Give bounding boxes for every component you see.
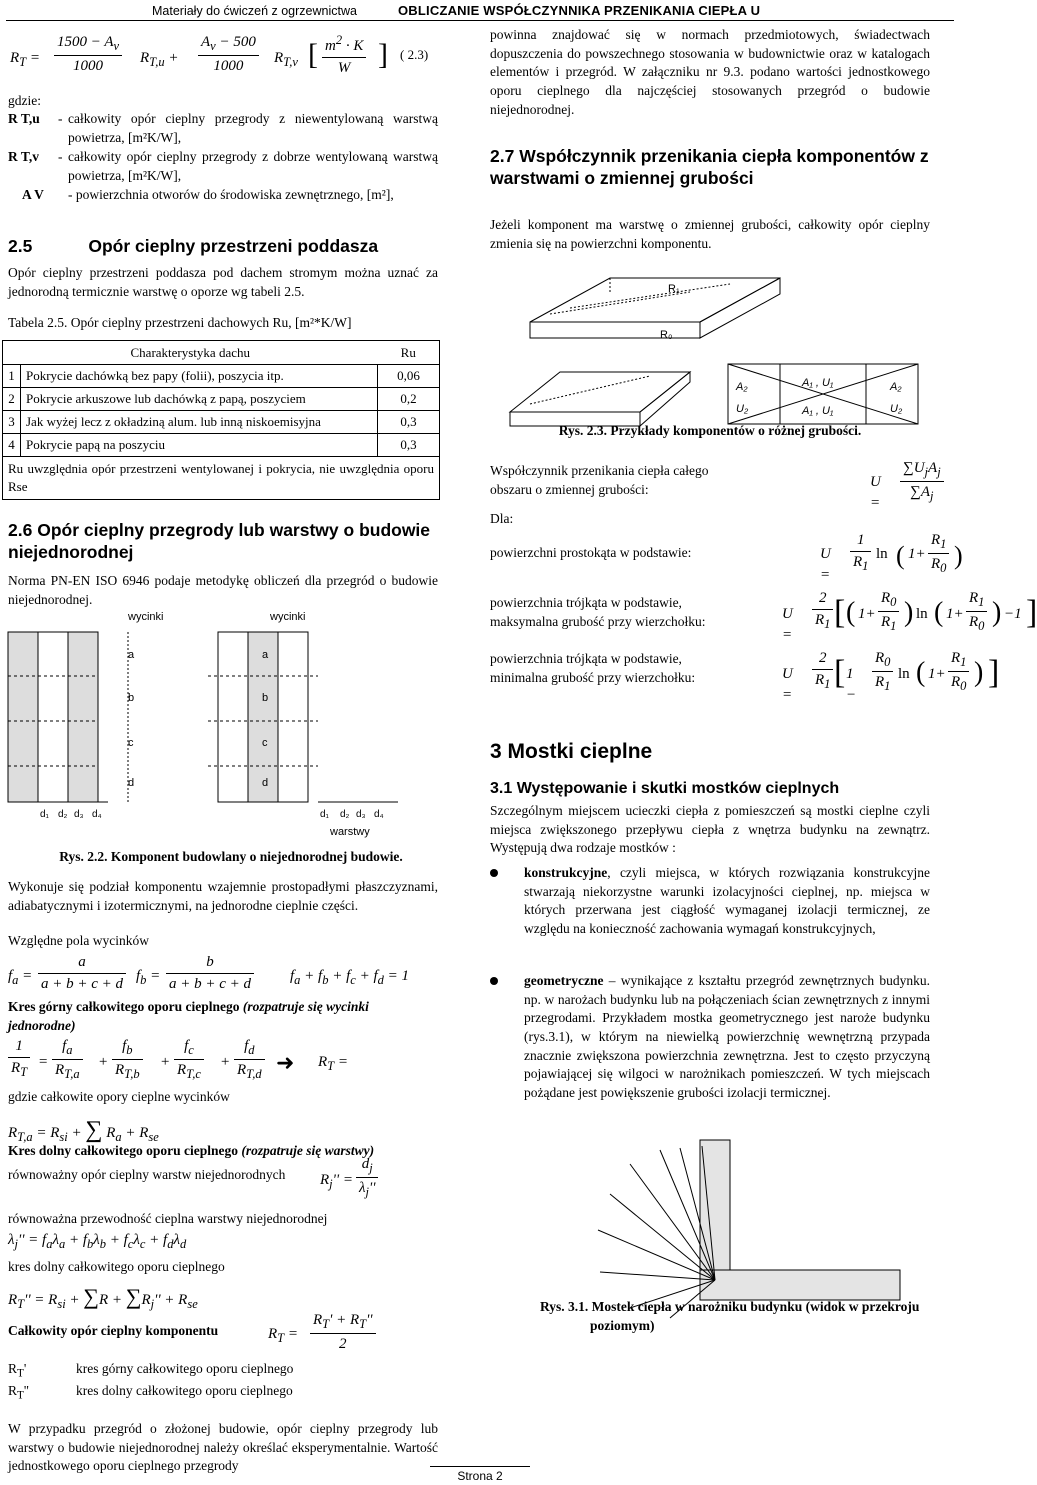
label-warstwy: warstwy — [330, 826, 370, 838]
svg-text:U₂: U₂ — [736, 403, 749, 415]
right-intro: powinna znajdować się w normach przedmiotowych, świadectwach dopuszczenia do powszechnego stosowania w budownictwie oraz w katalogach elementów i przegród. W załączniku nr 9.3. podano wartości jednostkowego oporu cieplnego dla najczęściej stosowanych przegród o budowie niejednorodnej. — [490, 27, 930, 117]
section-2-7-intro: Jeżeli komponent ma warstwę o zmiennej grubości, całkowity opór cieplny zmienia się na powierzchni komponentu. — [490, 217, 930, 251]
total-label: Całkowity opór cieplny komponentu — [8, 1323, 219, 1338]
label-wycinki: wycinki — [128, 611, 164, 623]
svg-text:d₃: d₃ — [74, 809, 84, 820]
equiv-lambda-label: równoważna przewodność cieplna warstwy niejednorodnej — [8, 1211, 328, 1226]
section-2-6-title: 2.6 Opór cieplny przegrody lub warstwy o budowie niejednorodnej — [8, 520, 431, 562]
svg-text:d₁: d₁ — [320, 809, 329, 820]
svg-text:d₂: d₂ — [340, 809, 350, 820]
definitions — [8, 110, 438, 208]
kres-dolny-label: kres dolny całkowitego oporu cieplnego — [8, 1259, 225, 1274]
svg-text:R₀: R₀ — [660, 329, 673, 341]
definition-text: - powierzchnia otworów do środowiska zewnętrznego, [m²], — [68, 187, 394, 202]
svg-text:d: d — [262, 777, 269, 789]
lower-bound-heading: Kres dolny całkowitego oporu cieplnego (rozpatruje się warstwy) — [8, 1143, 375, 1158]
section-3-1-intro: Szczególnym miejscem ucieczki ciepła z pomieszczeń są mostki cieplne czyli miejsca zwiększonego przepływu ciepła z wnętrza budynku na zewnątrz. Występują dwa rodzaje mostków : — [490, 803, 930, 856]
table-row: 4 Pokrycie papą na poszyciu 0,3 — [3, 433, 440, 456]
table-row: 3 Jak wyżej lecz z okładziną alum. lub inną niskoemisyjna 0,3 — [3, 410, 440, 433]
definition-text: całkowity opór cieplny przegrody z niewentylowaną warstwą powietrza, [m²K/W], — [68, 111, 438, 145]
bullet-konstrukcyjne: konstrukcyjne, czyli miejsca, w których rozwiązania konstrukcyjne stwarzają niekorzystne warunki izolacyjności cieplnej, np. miejsca w których przerwana jest ciągłość wymaganej izolacji termicznej, ze względu na konieczność zachowania wymagań konstrukcyjnych, — [490, 864, 930, 939]
bullet-icon — [490, 869, 498, 877]
table-header-char: Charakterystyka dachu — [3, 341, 378, 365]
bullet-icon — [490, 977, 498, 985]
tri-min-label: powierzchnia trójkąta w podstawie, minimalna grubość przy wierzchołku: — [490, 651, 696, 685]
svg-text:d₁: d₁ — [40, 809, 49, 820]
equation-number: ( 2.3) — [400, 47, 429, 62]
figure-3-1-caption: Rys. 3.1. Mostek ciepła w narożniku budynku (widok w przekroju poziomym) — [540, 1299, 920, 1333]
bottom-paragraph: W przypadku przegród o złożonej budowie, opór cieplny przegrody lub warstwy o budowie niejednorodnej należy określać eksperymentalnie. Wartość jednostkowego oporu cieplnego przegrody — [8, 1421, 438, 1474]
header-left: Materiały do ćwiczeń z ogrzewnictwa — [152, 4, 357, 18]
section-3-title: 3 Mostki cieplne — [490, 740, 653, 763]
rect-label: powierzchni prostokąta w podstawie: — [490, 545, 692, 560]
tri-max-label: powierzchnia trójkąta w podstawie, maksymalna grubość przy wierzchołku: — [490, 595, 706, 629]
definition-symbol: R T,v — [8, 149, 40, 164]
definition-rtv: R T,v - całkowity opór cieplny przegrody z dobrze wentylowaną warstwą powietrza, [m²K/W], — [8, 148, 438, 186]
equation-upper-bound: $\frac{1}{R_T}$ = $\frac{f_a}{R_{T,a}}$ + $\frac{f_b}{R_{T,b}}$ + $\frac{f_c}{R_{T,c}}$ + $\frac{f_d}{R_{T,d}}$ ➜ $R_T$ = — [8, 1036, 438, 1088]
definition-symbol: R T,u — [8, 111, 40, 126]
svg-text:A₁ , U₁: A₁ , U₁ — [802, 405, 834, 417]
equation-fractions: $f_a$ = $\frac{a}{a + b + c + d}$ $f_b$ = $\frac{b}{a + b + c + d}$ $f_a + f_b + f_c + f_d = 1$ — [8, 954, 409, 992]
gdzie-label: gdzie: — [8, 93, 41, 108]
table-row: 1 Pokrycie dachówką bez papy (folii), poszycia itp. 0,06 — [3, 365, 440, 388]
definition-symbol: A V — [22, 187, 44, 202]
rt-double-prime-def: $R_T''$ — [8, 1383, 29, 1402]
definition-av — [8, 186, 438, 208]
figure-2-2 — [8, 606, 438, 846]
upper-bound-heading: Kres górny całkowitego oporu cieplnego (rozpatruje się wycinki jednorodne) — [8, 999, 369, 1033]
definition-rtu: R T,u - całkowity opór cieplny przegrody z niewentylowaną warstwą powietrza, [m²K/W], — [8, 110, 438, 148]
figure-2-3-wedge — [490, 262, 930, 342]
header-right: OBLICZANIE WSPÓŁCZYNNIKA PRZENIKANIA CIEPŁA U — [398, 3, 761, 18]
equation-rt-lower: $R_T'' = R_{si} + \sum R + \sum R_j'' + R_{se}$ — [8, 1284, 198, 1311]
equiv-r-label: równoważny opór cieplny warstw niejednorodnych — [8, 1167, 286, 1182]
equation-lambda: $\lambda_j'' = f_a\lambda_a + f_b\lambda_b + f_c\lambda_c + f_d\lambda_d$ — [8, 1232, 187, 1251]
equation-2-3: $R_T$ = $\frac{1500 - A_v}{1000}$ $R_{T,u}$ + $\frac{A_v - 500}{1000}$ $R_{T,v}$ [ $\frac{m^2 \cdot K}{W}$ ] ( 2.3) — [10, 33, 429, 76]
label-wycinki: wycinki — [270, 611, 306, 623]
svg-text:A₂: A₂ — [736, 381, 748, 393]
table-note: Ru uwzględnia opór przestrzeni wentylowanej i pokrycia, nie uwzględnia oporu Rse — [3, 456, 440, 499]
svg-text:d₄: d₄ — [92, 809, 102, 820]
section-2-5-intro: Opór cieplny przestrzeni poddasza pod dachem stromym można uznać za jednorodną termicznie warstwę o oporze wg tabeli 2.5. — [8, 265, 438, 299]
svg-text:U₂: U₂ — [890, 403, 903, 415]
svg-text:d₂: d₂ — [58, 809, 68, 820]
svg-text:a: a — [262, 649, 269, 661]
svg-text:R₁: R₁ — [668, 283, 680, 295]
svg-text:c: c — [128, 737, 134, 749]
page-footer: Strona 2 — [430, 1466, 530, 1485]
section-3-1-title: 3.1 Występowanie i skutki mostków cieplnych — [490, 780, 840, 797]
bullet-geometryczne: geometryczne – wynikające z kształtu przegród zewnętrznych budynku. np. w narożach budynku lub na połączeniach ścian zewnętrznych z innymi przegrodami. Przykładem mostka geometrycznego jest naroże budynku (rys.3.1), w którym na niewielką powierzchnię wewnętrzną przypada znacznie zwiększona powierzchnia zewnętrzna. Jest to często przyczyną pojawiającej się wilgoci w narożnikach pomieszczeń. W tych miejscach pożądane jest powiększenie grubości izolacji termicznej. — [490, 972, 930, 1102]
svg-text:d₄: d₄ — [374, 809, 384, 820]
equation-rta: $R_{T,a} = R_{si}$ + ∑ $R_a + R_{se}$ — [8, 1117, 159, 1144]
section-2-6-intro: Norma PN-EN ISO 6946 podaje metodykę obliczeń dla przegród o budowie niejednorodnej. — [8, 573, 438, 607]
svg-text:d: d — [128, 777, 135, 789]
table-row: 2 Pokrycie arkuszowe lub dachówką z papą, poszyciem 0,2 — [3, 387, 440, 410]
gdzie-wycinkow: gdzie całkowite opory cieplne wycinków — [8, 1089, 230, 1104]
table-2-5-caption: Tabela 2.5. Opór cieplny przestrzeni dachowych Ru, [m²*K/W] — [8, 315, 352, 330]
page-header — [0, 0, 960, 22]
definition-text: całkowity opór cieplny przegrody z dobrze wentylowaną warstwą powietrza, [m²K/W], — [68, 149, 438, 183]
rt-prime-def: $R_T'$ — [8, 1361, 27, 1380]
section-2-7-title: 2.7 Współczynnik przenikania ciepła komponentów z warstwami o zmiennej grubości — [490, 146, 929, 188]
svg-text:a: a — [128, 649, 135, 661]
svg-text:A₁ , U₁: A₁ , U₁ — [802, 377, 834, 389]
table-2-5 — [2, 340, 440, 500]
u-total-label: Współczynnik przenikania ciepła całego obszaru o zmiennej grubości: — [490, 463, 709, 497]
svg-text:d₃: d₃ — [356, 809, 366, 820]
svg-text:c: c — [262, 737, 268, 749]
figure-2-2-caption: Rys. 2.2. Komponent budowlany o niejednorodnej budowie. — [59, 849, 403, 864]
svg-text:A₂: A₂ — [890, 381, 902, 393]
section-2-6-p1: Wykonuje się podział komponentu wzajemnie prostopadłymi płaszczyznami, adiabatycznymi i izotermicznymi, na jednorodne cieplnie części. — [8, 879, 438, 913]
section-2-6-p2: Względne pola wycinków — [8, 933, 149, 948]
header-rule — [6, 20, 954, 21]
figure-3-1 — [520, 1130, 920, 1320]
rt-double-prime-desc: kres dolny całkowitego oporu cieplnego — [76, 1383, 293, 1398]
svg-text:b: b — [128, 692, 135, 704]
svg-text:b: b — [262, 692, 269, 704]
rt-prime-desc: kres górny całkowitego oporu cieplnego — [76, 1361, 294, 1376]
section-2-5-title: 2.5 Opór cieplny przestrzeni poddasza — [8, 236, 379, 256]
dla-label: Dla: — [490, 511, 514, 526]
table-header-ru: Ru — [378, 341, 440, 365]
figure-2-3-caption: Rys. 2.3. Przykłady komponentów o różnej grubości. — [558, 423, 862, 438]
page: Materiały do ćwiczeń z ogrzewnictwa OBLICZANIE WSPÓŁCZYNNIKA PRZENIKANIA CIEPŁA U $R_T$ = $\frac{1500 - A_v}{1000}$ $R_{T,u}$ + $\frac{A_v - 500}{1000}$ $R_{T,v}$ [ $\frac{m^2 \cdot K}{W}$ ] ( 2.3) gdzie: R T,u - całkowity opór cieplny przegrody z niewentylowaną warstwą powietrza, [m²K/W], R T,v - całkowity opór cieplny przegrody z dobrze wentylowaną warstwą powietrza, [m²K/W], A V - powierzchnia otworów do środowiska zewnętrznego, [m²], 2.5 Opór cieplny przestrzeni poddasza Opór cieplny przestrzeni poddasza pod dachem stromym można uznać za jednorodną termicznie warstwę o oporze wg tabeli 2.5. Tabela 2.5. Opór cieplny przestrzeni dachowych Ru, [m²*K/W] Charakterystyka dachu Ru 1 Pokrycie dachówką bez papy (folii), poszycia itp. 0,06 2 Pokrycie arkuszowe lub dachówką z papą, poszyciem 0,2 3 Jak wyżej lecz z okładziną alum. lub inną niskoemisyjna 0,3 4 Pokrycie papą na poszyciu 0,3 Ru uwzględnia opór przestrzeni wentylowanej i pokrycia, nie uwzględnia oporu Rse 2.6 Opór cieplny przegrody lub warstwy o budowie niejednorodnej Norma PN-EN ISO 6946 podaje metodykę obliczeń dla przegród o budowie niejednorodnej. wycinki wycinki a b c d a b c d d₁ d₂ d₃ d₄ d₁ d₂ d₃ d₄ warstwy Rys. 2.2. Komponent budowlany o niejednorodnej budowie. Wykonuje się podział komponentu wzajemnie prostopadłymi płaszczyznami, adiabatycznymi i izotermicznymi, na jednorodne cieplnie części. Względne pola wycinków $f_a$ = $\frac{a}{a + b + c + d}$ $f_b$ = $\frac{b}{a + b + c + d}$ $f_a + f_b + f_c + f_d = 1$ Kres górny całkowitego oporu cieplnego (rozpatruje się wycinki jednorodne) $\frac{1}{R_T}$ = $\frac{f_a}{R_{T,a}}$ + $\frac{f_b}{R_{T,b}}$ + $\frac{f_c}{R_{T,c}}$ + $\frac{f_d}{R_{T,d}}$ ➜ $R_T$ = gdzie całkowite opory cieplne wycinków $R_{T,a} = R_{si}$ + ∑ $R_a + R_{se}$ Kres dolny całkowitego oporu cieplnego (rozpatruje się warstwy) równoważny opór cieplny warstw niejednorodnych $R_j''$ = $\frac{d_j}{\lambda_j''}$ równoważna przewodność cieplna warstwy niejednorodnej $\lambda_j'' = f_a\lambda_a + f_b\lambda_b + f_c\lambda_c + f_d\lambda_d$ kres dolny całkowitego oporu cieplnego $R_T'' = R_{si} + \sum R + \sum R_j'' + R_{se}$ Całkowity opór cieplny komponentu $R_T$ = $\frac{R_T' + R_T''}{2}$ $R_T'$ kres górny całkowitego oporu cieplnego $R_T''$ kres dolny całkowitego oporu cieplnego W przypadku przegród o złożonej budowie, opór cieplny przegrody lub warstwy o budowie niejednorodnej należy określać eksperymentalnie. Wartość jednostkowego oporu cieplnego przegrody powinna znajdować się w normach przedmiotowych, świadectwach dopuszczenia do powszechnego stosowania w budownictwie oraz w katalogach elementów i przegród. W załączniku nr 9.3. podano wartości jednostkowego oporu cieplnego dla najczęściej stosowanych przegród o budowie niejednorodnej. 2.7 Współczynnik przenikania ciepła komponentów z warstwami o zmiennej grubości Jeżeli komponent ma warstwę o zmiennej grubości, całkowity opór cieplny zmienia się na powierzchni komponentu. R₁ R₀ A₂ U₂ A₁ , U₁ A₁ , U₁ A₂ U₂ Rys. 2.3. Przykłady komponentów o różnej grubości. Współczynnik przenikania ciepła całego obszaru o zmiennej grubości: U = $\sum U_jA_j$ $\sum A_j$ Dla: powierzchni prostokąta w podstawie: U = $\frac{1}{R_1}$ ln ( 1+ $\frac{R_1}{R_0}$ ) powierzchnia trójkąta w podstawie, maksymalna grubość przy wierzchołku: U = $\frac{2}{R_1}$ [ ( 1+ $\frac{R_0}{R_1}$ ) ln ( 1+ $\frac{R_1}{R_0}$ ) −1 ] powierzchnia trójkąta w podstawie, minimalna grubość przy wierzchołku: U = $\frac{2}{R_1}$ [ 1 − $\frac{R_0}{R_1}$ ln ( 1+ $\frac{R_1}{R_0}$ ) ] 3 Mostki cieplne 3.1 Występowanie i skutki mostków cieplnych Szczególnym miejscem ucieczki ciepła z pomieszczeń są mostki cieplne czyli miejsca zwiększonego przepływu ciepła z wnętrza budynku na zewnątrz. Występują dwa rodzaje mostków : konstrukcyjne, czyli miejsca, w których rozwiązania konstrukcyjne stwarzają niekorzystne warunki izolacyjności cieplnej, np. miejsca w których przerwana jest ciągłość wymaganej izolacji termicznej, ze względu na konieczność zachowania wymagań konstrukcyjnych, geometryczne – wynikające z kształtu przegród zewnętrznych budynku. np. w narożach budynku lub na połączeniach ścian zewnętrznych z innymi przegrodami. Przykładem mostka geometrycznego jest naroże budynku (rys.3.1), w którym na niewielką powierzchnię wewnętrzną przypada znacznie zwiększona powierzchnia zewnętrzna. Jest to często przyczyną pojawiającej się wilgoci w narożnikach pomieszczeń. W tych miejscach pożądane jest powiększenie grubości izolacji termicznej. Rys. 3.1. Mostek ciepła w narożniku budynku (widok w przekroju poziomym) Strona 2 — [0, 0, 960, 1482]
